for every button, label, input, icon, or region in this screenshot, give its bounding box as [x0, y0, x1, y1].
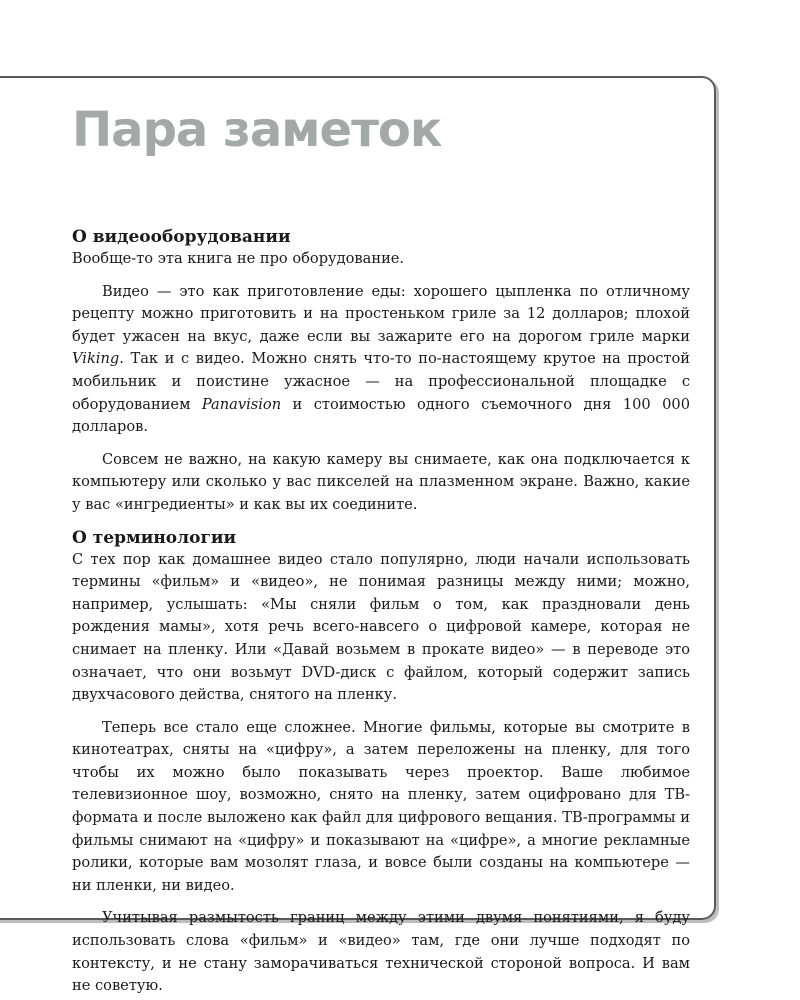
section-terminology	[72, 527, 690, 998]
text-run: . Так и с видео. Можно снять что-то по-настоящему крутое на простой мобильник и поистине ужасное — на профессиональной площадке с оборудованием	[72, 350, 690, 413]
brand-name: Viking	[72, 350, 120, 368]
text-run: и стоимостью одного съемочного дня 100 000 долларов.	[72, 395, 690, 436]
text-run: Видео — это как приготовление еды: хорошего цыпленка по отличному рецепту можно приготовить и на простеньком гриле за 12 долларов; плохой будет ужасен на вкус, даже если вы зажарите его на дорогом гриле марки	[72, 282, 690, 345]
body-paragraph: С тех пор как домашнее видео стало популярно, люди начали использовать термины «фильм» и «видео», не понимая разницы между ними; можно, например, услышать: «Мы сняли фильм о том, как праздновали день рождения мамы», хотя речь всего-навсего о цифровой камере, которая не снимает на пленку. Или «Давай возьмем в прокате видео» — в переводе это означает, что они возьмут DVD-диск с файлом, который содержит запись двухчасового действа, снятого на пленку.	[72, 550, 690, 704]
body-paragraph	[72, 281, 690, 439]
section-equipment	[72, 226, 690, 517]
brand-name: Panavision	[201, 395, 282, 413]
section-heading: О видеооборудовании	[72, 227, 291, 247]
section-heading: О терминологии	[72, 527, 237, 548]
intro-paragraph: Вообще-то эта книга не про оборудование.	[72, 250, 405, 267]
page-title: Пара заметок	[72, 102, 442, 158]
page-content	[72, 100, 690, 998]
body-paragraph: Теперь все стало еще сложнее. Многие фильмы, которые вы смотрите в кинотеатрах, сняты на «цифру», а затем переложены на пленку, для того чтобы их можно было показывать через проектор. Ваше любимое телевизионное шоу, возможно, снято на пленку, затем оцифровано для ТВ-формата и после выложено как файл для цифрового вещания. ТВ-программы и фильмы снимают на «цифру» и показывают на «цифре», а многие рекламные ролики, которые вам мозолят глаза, и вовсе были созданы на компьютере — ни пленки, ни видео.	[72, 718, 690, 894]
body-paragraph: Совсем не важно, на какую камеру вы снимаете, как она подключается к компьютеру или сколько у вас пикселей на плазменном экране. Важно, какие у вас «ингредиенты» и как вы их соедините.	[72, 450, 690, 513]
body-paragraph: Учитывая размытость границ между этими двумя понятиями, я буду использовать слова «фильм» и «видео» там, где они лучше подходят по контексту, и не стану заморачиваться технической стороной вопроса. И вам не советую.	[72, 909, 690, 995]
